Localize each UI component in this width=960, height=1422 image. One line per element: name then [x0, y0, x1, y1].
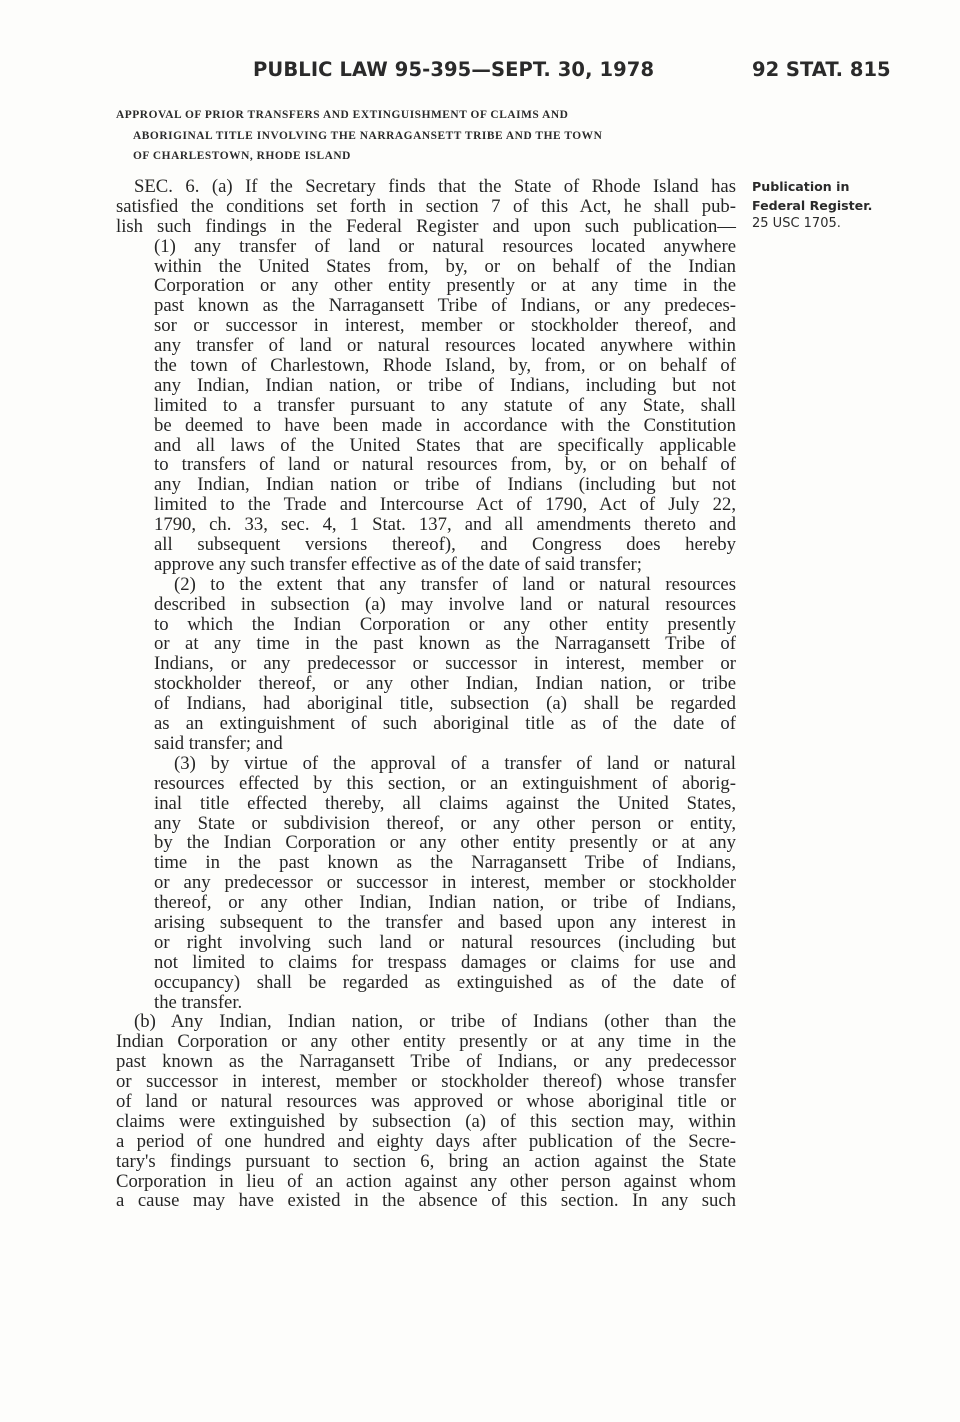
text-line: Indians, or any predecessor or successor in interest, member or	[154, 653, 736, 675]
text-line: the transfer.	[154, 991, 243, 1013]
text-line: approve any such transfer effective as of the date of said transfer;	[154, 553, 642, 575]
text-line: of Indians, had aboriginal title, subsection (a) shall be regarded	[154, 693, 736, 715]
text-line: claims were extinguished by subsection (a) of this section may, within	[116, 1110, 736, 1132]
text-line: and all laws of the United States that are specifically applicable	[154, 434, 736, 456]
text-line: to which the Indian Corporation or any other entity presently	[154, 613, 736, 635]
text-line: or successor in interest, member or stockholder thereof) whose transfer	[116, 1071, 736, 1093]
text-line: SEC. 6. (a) If the Secretary finds that the State of Rhode Island has	[134, 176, 736, 197]
text-line: stockholder thereof, or any other Indian, Indian nation, or tribe	[154, 673, 736, 695]
section-heading	[116, 105, 738, 167]
text-line: as an extinguishment of such aboriginal title as of the date of	[154, 713, 736, 735]
text-line: limited to a transfer pursuant to any statute of any State, shall	[154, 394, 736, 416]
text-line: of land or natural resources was approved or whose aboriginal title or	[116, 1090, 736, 1112]
text-line: all subsequent versions thereof), and Congress does hereby	[154, 534, 736, 556]
text-line: Corporation in lieu of an action against any other person against whom	[116, 1170, 736, 1192]
text-line: or any predecessor or successor in interest, member or stockholder	[154, 872, 736, 894]
text-line: any State or subdivision thereof, or any other person or entity,	[154, 812, 736, 834]
text-line: limited to the Trade and Intercourse Act of 1790, Act of July 22,	[154, 494, 736, 516]
text-line: (b) Any Indian, Indian nation, or tribe of Indians (other than the	[134, 1011, 736, 1033]
text-line: past known as the Narragansett Tribe of Indians, or any predecessor	[116, 1051, 736, 1073]
heading-line: OF CHARLESTOWN, RHODE ISLAND	[133, 150, 351, 162]
text-line: any transfer of land or natural resources located anywhere within	[154, 335, 736, 357]
text-line: time in the past known as the Narragansett Tribe of Indians,	[154, 852, 736, 874]
text-line: inal title effected thereby, all claims against the United States,	[154, 792, 736, 814]
heading-line: ABORIGINAL TITLE INVOLVING THE NARRAGANSETT TRIBE AND THE TOWN	[133, 129, 603, 142]
statute-page-number: 92 STAT. 815	[752, 58, 891, 81]
margin-note-line: Federal Register.	[752, 197, 873, 213]
text-line: or right involving such land or natural resources (including but	[154, 931, 736, 953]
text-line: tary's findings pursuant to section 6, bring an action against the State	[116, 1150, 736, 1172]
text-line: a period of one hundred and eighty days after publication of the Secre-	[116, 1130, 736, 1152]
margin-note-line: Publication in	[752, 179, 850, 194]
text-line: a cause may have existed in the absence of this section. In any such	[116, 1190, 736, 1212]
margin-note-citation: 25 USC 1705.	[752, 216, 841, 231]
text-line: to transfers of land or natural resources from, by, or on behalf of	[154, 454, 736, 476]
text-line: resources effected by this section, or an extinguishment of aborig-	[154, 772, 736, 794]
text-line: satisfied the conditions set forth in section 7 of this Act, he shall pub-	[116, 195, 736, 217]
text-line: occupancy) shall be regarded as extinguished as of the date of	[154, 971, 736, 993]
text-line: thereof, or any other Indian, Indian nation, or tribe of Indians,	[154, 892, 736, 914]
text-line: Indian Corporation or any other entity presently or at any time in the	[116, 1031, 736, 1053]
text-line: described in subsection (a) may involve land or natural resources	[154, 593, 736, 615]
text-line: past known as the Narragansett Tribe of Indians, or any predeces-	[154, 295, 736, 317]
text-line: by the Indian Corporation or any other entity presently or at any	[154, 832, 736, 854]
text-line: the town of Charlestown, Rhode Island, by, from, or on behalf of	[154, 355, 736, 377]
text-line: any Indian, Indian nation or tribe of Indians (including but not	[154, 474, 736, 496]
text-line: any Indian, Indian nation, or tribe of Indians, including but not	[154, 374, 736, 396]
text-line: 1790, ch. 33, sec. 4, 1 Stat. 137, and all amendments thereto and	[154, 514, 736, 536]
text-line: arising subsequent to the transfer and based upon any interest in	[154, 911, 736, 933]
text-line: sor or successor in interest, member or stockholder thereof, and	[154, 315, 736, 337]
text-line: within the United States from, by, or on behalf of the Indian	[154, 255, 736, 277]
text-line: said transfer; and	[154, 732, 283, 754]
heading-line: APPROVAL OF PRIOR TRANSFERS AND EXTINGUISHMENT OF CLAIMS AND	[116, 109, 569, 121]
margin-note	[752, 178, 872, 234]
text-line: be deemed to have been made in accordance with the Constitution	[154, 414, 736, 436]
text-line: (1) any transfer of land or natural resources located anywhere	[154, 235, 736, 257]
text-line: lish such findings in the Federal Register and upon such publication—	[116, 215, 736, 237]
text-line: (3) by virtue of the approval of a transfer of land or natural	[174, 752, 736, 774]
text-line: (2) to the extent that any transfer of land or natural resources	[174, 573, 736, 595]
text-line: or at any time in the past known as the Narragansett Tribe of	[154, 633, 736, 655]
section-body	[116, 177, 736, 1211]
running-header-title: PUBLIC LAW 95-395—SEPT. 30, 1978	[253, 58, 655, 81]
text-line: not limited to claims for trespass damages or claims for use and	[154, 951, 736, 973]
text-line: Corporation or any other entity presently or at any time in the	[154, 275, 736, 297]
